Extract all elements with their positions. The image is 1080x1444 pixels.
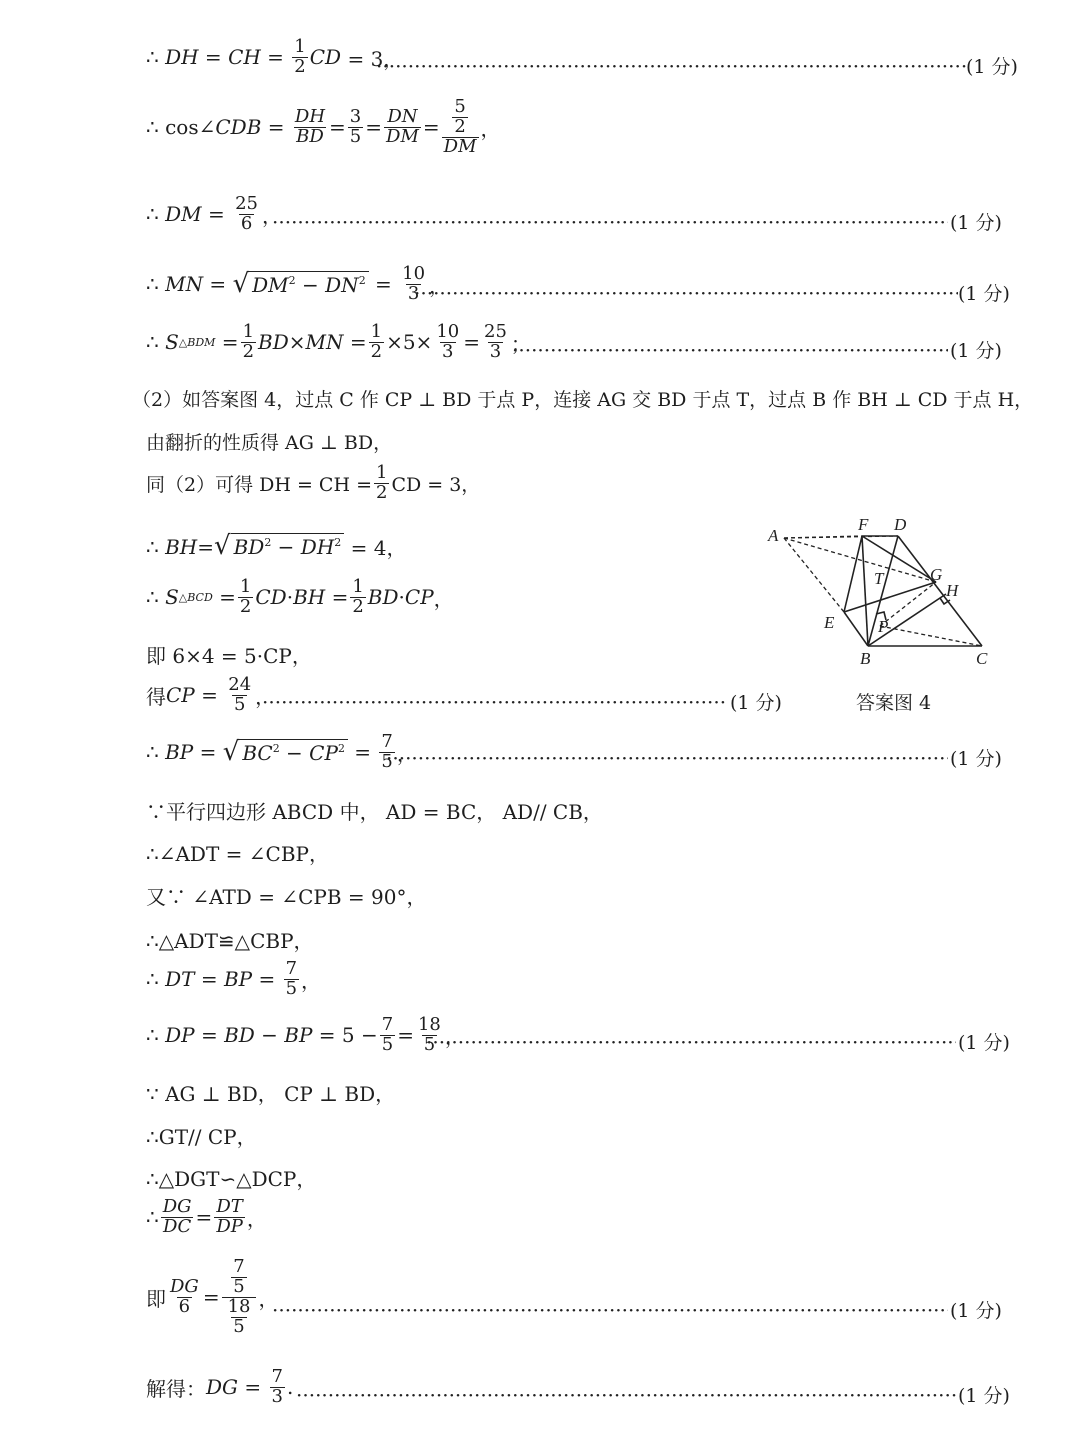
score-leader (272, 1298, 948, 1318)
score-leader (512, 338, 948, 358)
label-T: T (874, 569, 884, 588)
score-mark: (1 分) (730, 692, 782, 714)
score-mark: (1 分) (958, 1032, 1010, 1054)
line-mn: ∴ MN = √ $DM^2 - DN^2$ = $\frac{10}{3}$ ， (146, 263, 450, 304)
label-A: A (768, 526, 779, 545)
line-dp: ∴ DP = BD − BP = 5 − $\frac{7}{5}$ = $\frac{18}{5}$ ， (146, 1014, 465, 1055)
line-angle-adt: ∴∠ADT = ∠CBP， (146, 842, 329, 866)
label-H: H (946, 581, 959, 600)
line-perp: ∵ AG ⊥ BD， CP ⊥ BD， (146, 1082, 396, 1106)
line-dh-ch: ∴ DH = CH = $\frac{1}{2}$ CD = 3， (146, 36, 404, 77)
same-as-tail: CD = 3， (391, 473, 481, 496)
score-leader (426, 1030, 956, 1050)
score-leader (414, 281, 958, 301)
line-similar: ∴△DGT∽△DCP， (146, 1167, 317, 1191)
score-leader (386, 746, 948, 766)
score-mark: (1 分) (966, 56, 1018, 78)
solve-label: 解得： (146, 1376, 206, 1401)
label-F: F (858, 515, 869, 534)
line-bh: ∴ BH = √ $BD^2 - DH^2$ = 4， (146, 531, 407, 561)
line-same-as: 同（2）可得 DH = CH = $\frac{1}{2}$ CD = 3， (146, 462, 481, 503)
dg-label: DG = (206, 1375, 262, 1400)
answer-figure-4 (760, 510, 1000, 670)
line-ratio: ∴ $\frac{DG}{DC}$ = $\frac{DT}{DP}$ ， (146, 1196, 267, 1237)
line-cos-cdb: ∴ cos∠ CDB = $\frac{DH}{BD}$ = $\frac{3}{5}$ = $\frac{DN}{DM}$ = $\frac{\frac{5}{2}}{DM}$ ， (146, 96, 501, 157)
score-leader (272, 210, 948, 230)
label-C: C (976, 649, 988, 668)
line-bp: ∴ BP = √ $BC^2 - CP^2$ = $\frac{7}{5}$ ， (146, 731, 417, 772)
score-leader (262, 690, 726, 710)
line-angle-atd: 又∵ ∠ATD = ∠CPB = 90°， (146, 885, 427, 909)
label-G: G (930, 565, 943, 584)
label-P: P (878, 617, 889, 636)
label-D: D (894, 515, 907, 534)
line-6x4: 即 6×4 = 5·CP， (146, 644, 312, 668)
line-dm: ∴ DM = $\frac{25}{6}$ ， (146, 193, 282, 234)
label-B: B (860, 649, 871, 668)
figure-caption: 答案图 4 (856, 692, 932, 714)
score-mark: (1 分) (950, 212, 1002, 234)
line-congruent: ∴△ADT≌△CBP， (146, 929, 314, 953)
line-parallel: ∴GT// CP， (146, 1125, 257, 1149)
label-E: E (824, 613, 835, 632)
score-mark: (1 分) (958, 283, 1010, 305)
score-mark: (1 分) (950, 1300, 1002, 1322)
score-leader (296, 1383, 956, 1403)
score-mark: (1 分) (958, 1385, 1010, 1407)
part2-intro: （2）如答案图 4，过点 C 作 CP ⊥ BD 于点 P，连接 AG 交 BD 于点 T，过点 B 作 BH ⊥ CD 于点 H， (132, 389, 1034, 411)
line-solution: 解得： DG = $\frac{7}{3}$ . (146, 1366, 294, 1407)
line-parallelogram: ∵平行四边形 ABCD 中， AD = BC， AD// CB， (146, 800, 603, 824)
line-area-bcd: ∴ S △BCD = $\frac{1}{2}$ CD · BH = $\frac{1}{2}$ BD · CP ， (146, 576, 454, 617)
fold-property: 由翻折的性质得 AG ⊥ BD， (146, 432, 393, 454)
line-ratio-values: 即 $\frac{DG}{6}$ = $\frac{\frac{7}{5}}{\frac{18}{5}}$ ， (146, 1256, 279, 1337)
score-leader (376, 54, 966, 74)
same-as-text: 同（2）可得 DH = CH = (146, 473, 372, 496)
score-mark: (1 分) (950, 340, 1002, 362)
line-dt: ∴ DT = BP = $\frac{7}{5}$ ， (146, 958, 322, 999)
line-cp: 得 CP = $\frac{24}{5}$ ， (146, 674, 276, 715)
line-area-bdm: ∴ S △BDM = $\frac{1}{2}$ BD × MN = $\frac{1}{2}$ ×5× $\frac{10}{3}$ = $\frac{25}{3}$ ； (146, 321, 531, 362)
score-mark: (1 分) (950, 748, 1002, 770)
